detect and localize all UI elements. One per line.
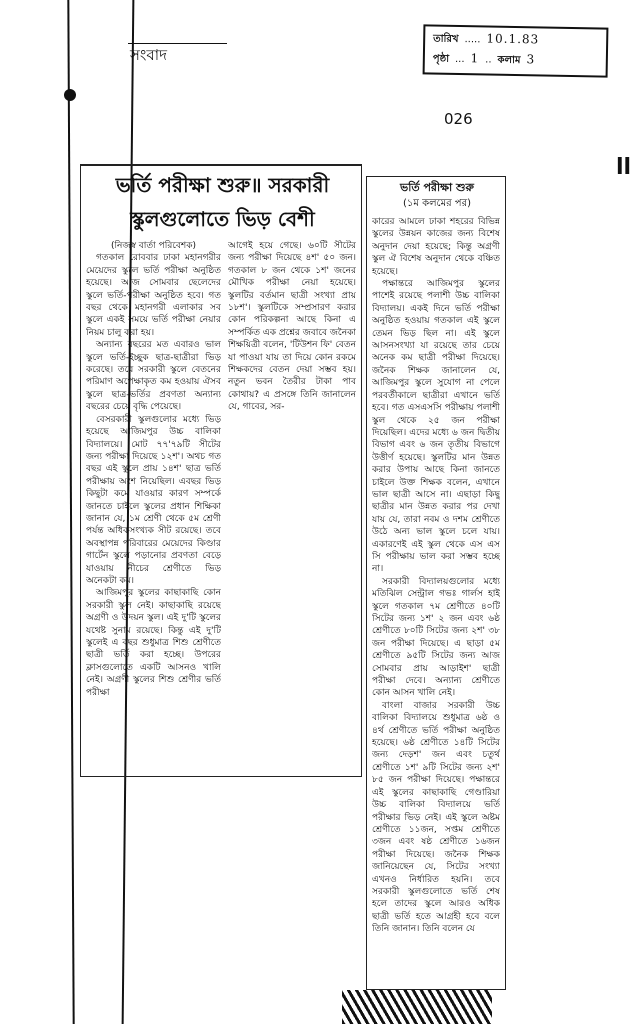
headline-line-1: ভর্তি পরীক্ষা শুরু॥ সরকারী [115,173,330,197]
paragraph: বাংলা বাজার সরকারী উচ্চ বালিকা বিদ্যালয়ে শুধুমাত্র ৬ষ্ঠ ও ৪র্থ শ্রেণীতে ভর্তি পরীক্ষা অনুষ্ঠিত হয়েছে। ৬ষ্ঠ শ্রেণীতে ১৪টি সিটের জন্য দেড়শ' জন এবং চতুর্থ শ্রেণীতে ১শ' ৯টি সিটের জন্য ২শ' ৮৫ জন পরীক্ষা দিয়েছে। পক্ষান্তরে এই স্কুলের কাছাকাছি গেণ্ডারিয়া উচ্চ বালিকা বিদ্যালয়ে ভর্তি পরীক্ষার ভিড় নেই। এই স্কুলে অষ্টম শ্রেণীতে ১১জন, সপ্তম শ্রেণীতে ৩জন এবং ষষ্ঠ শ্রেণীতে ১৬জন পরীক্ষা দিয়েছে। জনৈক শিক্ষক জানিয়েছেন যে, সিটের সংখ্যা এখনও নির্ধারিত হয়নি। তবে সরকারী স্কুলগুলোতে ভর্তি শেষ হলে তাদের স্কুলে আরও অধিক ছাত্রী ভর্তি হতে আগ্রহী হবে বলে তিনি জানান। তিনি বলেন যে [372,700,500,935]
stamp-column-label: কলাম [497,54,521,67]
margin-line-left [67,0,74,1024]
continuation-note: (১ম কলমের পর) [402,198,471,209]
paragraph: পক্ষান্তরে আজিমপুর স্কুলের পাশেই রয়েছে পলাশী উচ্চ বালিকা বিদ্যালয়। একই দিনে ভর্তি পরীক্ষা অনুষ্ঠিত হওয়ায় গতকাল এই স্কুলে তেমন ভিড় ছিল না। এই স্কুলে আসনসংখ্যা যা রয়েছে তার চেয়ে অনেক কম ছাত্রী পরীক্ষা দিয়েছে। জনৈক শিক্ষক জানালেন যে, আজিমপুর স্কুলে সুযোগ না পেলে পরবর্তীকালে ছাত্রীরা এখানে ভর্তি হবে। গত এসএসসি পরীক্ষায় পলাশী স্কুল থেকে ২৫ জন পরীক্ষা দিয়েছিল। এদের মধ্যে ৬ জন দ্বিতীয় বিভাগ এবং ৬ জন তৃতীয় বিভাগে উত্তীর্ণ হয়েছে। স্কুলটির মান উন্নত করার উপায় আছে কিনা জানতে চাইলে উক্ত শিক্ষক বলেন, এখানে ভাল ছাত্রী আসে না। এছাড়া কিছু ছাত্রীর মান উন্নত করার পর দেখা যায় যে, তারা নবম ও দশম শ্রেণীতে উঠে অন্য ভাল স্কুলে চলে যায়। একারণেই এই স্কুল থেকে এস এস সি পরীক্ষায় ভাল করা সম্ভব হচ্ছে না। [372,279,500,575]
byline: (নিজস্ব বার্তা পরিবেশক) [110,241,197,251]
continuation-header [372,180,502,212]
binder-hole [64,89,76,101]
stamp-page-row: পৃষ্ঠা ... 1 .. কলাম 3 [433,51,598,74]
headline-line-2: স্কুলগুলোতে ভিড় বেশী [130,207,315,231]
stamp-date-value: 10.1.83 [486,31,540,47]
archive-number: 026 [444,110,473,128]
stamp-date-row: তারিখ ..... 10.1.83 [433,31,598,54]
article-column-3 [372,216,500,984]
continuation-title: ভর্তি পরীক্ষা শুরু [400,181,474,194]
paragraph: আগেই হয়ে গেছে। ৬০টি সীটের জন্য পরীক্ষা দিয়েছে ৪শ' ৫০ জন। গতকাল ৮ জন থেকে ১শ' জনের মৌখিক পরীক্ষা নেয়া হয়েছে। স্কুলটির বর্তমান ছাত্রী সংখ্যা প্রায় ১৮শ'। স্কুলটিকে সম্প্রসারণ করার কোন পরিকল্পনা আছে কিনা এ সম্পর্কিত এক প্রশ্নের জবাবে জনৈকা শিক্ষয়িত্রী বলেন, 'টিউশন ফি' বেতন যা পাওয়া যায় তা দিয়ে কোন রকমে শিক্ষকদের বেতন দেয়া সম্ভব হয়। নতুন ভবন তৈরীর টাকা পাব কোথায়? এ প্রসঙ্গে তিনি জানালেন যে, গাবের, সর- [228,241,356,413]
paragraph: কারের আমলে ঢাকা শহরের বিভিন্ন স্কুলের উন্নয়ন কাজের জন্য বিশেষ অনুদান দেয়া হয়েছে; কিন্তু অগ্রণী স্কুল ঐ বিশেষ অনুদান থেকে বঞ্চিত হয়েছে। [372,217,500,277]
paragraph: আজিমপুর স্কুলের কাছাকাছি কোন সরকারী স্কুল নেই। কাছাকাছি রয়েছে অগ্রণী ও উদয়ন স্কুল। এই দু'টি স্কুলের যথেষ্ট সুনাম রয়েছে। কিন্তু এই দু'টি স্কুলেই এ বছর শুধুমাত্র শিশু শ্রেণীতে ছাত্রী ভর্তি করা হচ্ছে। উপরের ক্লাসগুলোতে একটি আসনও খালি নেই। অগ্রণী স্কুলের শিশু শ্রেণীর ভর্তি পরীক্ষা [86,588,221,698]
side-marks: ll [616,155,632,180]
stamp-page-value: 1 [470,51,480,66]
paragraph: সরকারী বিদ্যালয়গুলোর মধ্যে মতিঝিল সেন্ট্রাল গভঃ গার্লস হাই স্কুলে গতকাল ৭ম শ্রেণীতে ৪০টি সিটের জন্য ১শ' ২ জন এবং ৬ষ্ঠ শ্রেণীতে ৮০টি সিটের জন্য ২শ' ৩৮ জন পরীক্ষা দিয়েছে। এ ছাড়া ৫ম শ্রেণীতে ৯৫টি সিটের জন্য আজ সোমবার প্রায় আড়াইশ' ছাত্রী পরীক্ষা দেবে। অন্যান্য শ্রেণীতে কোন আসন খালি নেই। [372,576,500,699]
stamp-page-label: পৃষ্ঠা [432,53,450,65]
stamp-date-label: তারিখ [433,33,459,46]
paragraph: অন্যান্য বছরের মত এবারও ভাল স্কুলে ভর্তি-ইচ্ছুক ছাত্র-ছাত্রীরা ভিড় করেছে। তবে সরকারী স্কুলে বেতনের পরিমাণ অপেক্ষাকৃত কম হওয়ায় ঐসব স্কুলে ছাত্র-ভর্তির প্রবণতা অন্যান্য বছরের চেয়ে বৃদ্ধি পেয়েছে। [86,340,221,413]
paragraph: গতকাল রোববার ঢাকা মহানগরীর মেয়েদের স্কুলে ভর্তি পরীক্ষা অনুষ্ঠিত হয়েছে। আজ সোমবার ছেলেদের স্কুলে ভর্তি-পরীক্ষা অনুষ্ঠিত হবে। গত বছর থেকে মহানগরী এলাকার সব স্কুলে একই সময়ে ভর্তি পরীক্ষা নেয়ার নিয়ম চালু করা হয়। [86,253,221,338]
stamp-column-value: 3 [526,52,536,67]
article-column-1 [86,240,221,770]
article-column-2 [228,240,356,452]
scribble-mark [342,990,492,1024]
paragraph: বেসরকারী স্কুলগুলোর মধ্যে ভিড় হয়েছে আজিমপুর উচ্চ বালিকা বিদ্যালয়ে। মোট ৭৭'৭৯টি সীটের জন্য পরীক্ষা দিয়েছে ১২শ'। অথচ গত বছর এই স্কুলে প্রায় ১৪শ' ছাত্র ভর্তি পরীক্ষায় অংশ নিয়েছিল। এবছর ভিড় কিছুটা কমে যাওয়ার কারণ সম্পর্কে জানতে চাইলে স্কুলের প্রধান শিক্ষিকা জানান যে, ১ম শ্রেণী থেকে ৫ম শ্রেণী পর্যন্ত অধিকসংখ্যক সীট রয়েছে। তবে অবস্থাপন্ন পরিবারের মেয়েদের কিণ্ডার গার্টেন স্কুলে পড়ানোর প্রবণতা বেড়ে যাওয়ায় নীচের শ্রেণীতে ভিড় অনেকটা কম। [86,414,221,586]
date-stamp [423,24,609,77]
headline [90,168,355,236]
newspaper-name: সংবাদ [128,43,227,69]
